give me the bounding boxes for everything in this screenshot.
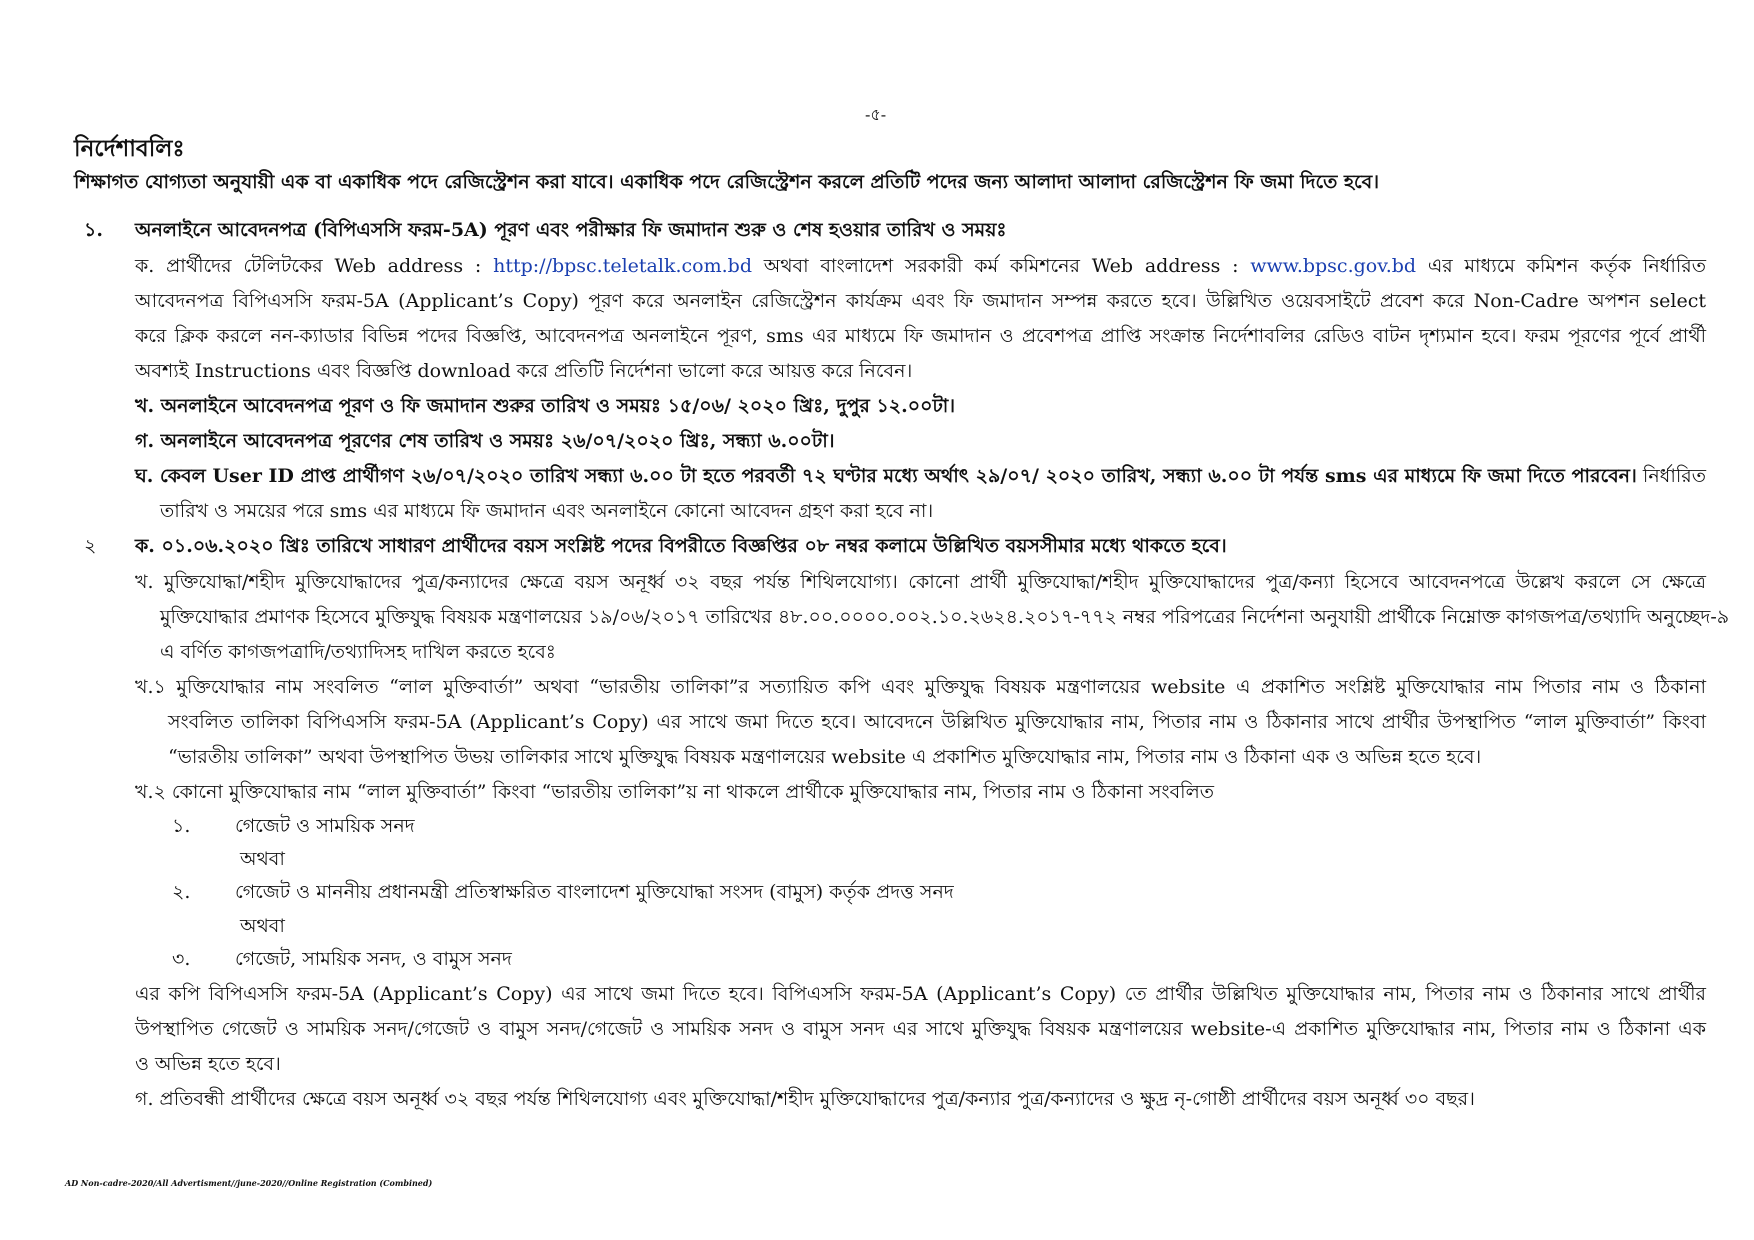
section-1-ka-line-2: আবেদনপত্র বিপিএসসি ফরম-5A (Applicant’s Copy) পূরণ করে অনলাইন রেজিস্ট্রেশন কার্যক্রম এবং ফি জমাদান সম্পন্ন করতে হবে। উল্লিখিত ওয়েবসাইটে প্রবেশ করে Non-Cadre অপশন select — [135, 290, 1706, 312]
section-2-ga: গ. প্রতিবন্ধী প্রার্থীদের ক্ষেত্রে বয়স অনূর্ধ্ব ৩২ বছর পর্যন্ত শিথিলযোগ্য এবং মুক্তিযোদ্ধা/শহীদ মুক্তিযোদ্ধাদের পুত্র/কন্যার পুত্র/কন্যাদের ও ক্ষুদ্র নৃ-গোষ্ঠী প্রার্থীদের বয়স অনূর্ধ্ব ৩০ বছর। — [135, 1088, 1475, 1110]
after-list-line-2: উপস্থাপিত গেজেট ও সাময়িক সনদ/গেজেট ও বামুস সনদ/গেজেট ও সাময়িক সনদ ও বামুস সনদ এর সাথে মুক্তিযুদ্ধ বিষয়ক মন্ত্রণালয়ের website-এ প্রকাশিত মুক্তিযোদ্ধার নাম, পিতার নাম ও ঠিকানা এক — [135, 1018, 1706, 1040]
section-2-kha-line-3: এ বর্ণিত কাগজপত্রাদি/তথ্যাদিসহ দাখিল করতে হবেঃ — [160, 641, 556, 663]
after-list-line-1: এর কপি বিপিএসসি ফরম-5A (Applicant’s Copy) এর সাথে জমা দিতে হবে। বিপিএসসি ফরম-5A (Applicant’s Copy) তে প্রার্থীর উল্লিখিত মুক্তিযোদ্ধার নাম, পিতার নাম ও ঠিকানার সাথে প্রার্থীর — [135, 983, 1706, 1005]
or-text-1: অথবা — [240, 848, 285, 870]
section-2-ka: ক. ০১.০৬.২০২০ খ্রিঃ তারিখে সাধারণ প্রার্থীদের বয়স সংশ্লিষ্ট পদের বিপরীতে বিজ্ঞপ্তির ০৮ নম্বর কলামে উল্লিখিত বয়সসীমার মধ্যে থাকতে হবে। — [135, 535, 1227, 557]
section-2-kha2: খ.২ কোনো মুক্তিযোদ্ধার নাম “লাল মুক্তিবার্তা” কিংবা “ভারতীয় তালিকা”য় না থাকলে প্রার্থীকে মুক্তিযোদ্ধার নাম, পিতার নাম ও ঠিকানা সংবলিত — [135, 781, 1215, 803]
section-1-gha-line-2: তারিখ ও সময়ের পরে sms এর মাধ্যমে ফি জমাদান এবং অনলাইনে কোনো আবেদন গ্রহণ করা হবে না। — [160, 500, 934, 522]
section-1-number: ১. — [84, 219, 103, 241]
after-list-line-3: ও অভিন্ন হতে হবে। — [135, 1053, 281, 1075]
list-item-1-text: গেজেট ও সাময়িক সনদ — [235, 815, 415, 837]
section-1-kha: খ. অনলাইনে আবেদনপত্র পূরণ ও ফি জমাদান শুরুর তারিখ ও সময়ঃ ১৫/০৬/ ২০২০ খ্রিঃ, দুপুর ১২.০০টা। — [135, 395, 956, 417]
gha-rest-text: নির্ধারিত — [1636, 465, 1706, 487]
ka-prefix: ক. প্রার্থীদের টেলিটকের Web address : — [135, 255, 494, 277]
instructions-heading: নির্দেশাবলিঃ — [74, 135, 185, 162]
section-2-number: ২ — [84, 535, 97, 557]
section-2-kha-line-2: মুক্তিযোদ্ধার প্রমাণক হিসেবে মুক্তিযুদ্ধ বিষয়ক মন্ত্রণালয়ের ১৯/০৬/২০১৭ তারিখের ৪৮.০০.০০০০.০০২.১০.২৬২৪.২০১৭-৭৭২ নম্বর পরিপত্রের নির্দেশনা অনুযায়ী প্রার্থীকে নিম্নোক্ত কাগজপত্র/তথ্যাদি অনুচ্ছেদ-৯ — [160, 606, 1730, 628]
list-item-3-text: গেজেট, সাময়িক সনদ, ও বামুস সনদ — [235, 948, 512, 970]
section-2-kha-line-1: খ. মুক্তিযোদ্ধা/শহীদ মুক্তিযোদ্ধাদের পুত্র/কন্যাদের ক্ষেত্রে বয়স অনূর্ধ্ব ৩২ বছর পর্যন্ত শিথিলযোগ্য। কোনো প্রার্থী মুক্তিযোদ্ধা/শহীদ মুক্তিযোদ্ধাদের পুত্র/কন্যা হিসেবে আবেদনপত্রে উল্লেখ করলে সে ক্ষেত্রে — [135, 571, 1706, 593]
section-1-ka-line-3: করে ক্লিক করলে নন-ক্যাডার বিভিন্ন পদের বিজ্ঞপ্তি, আবেদনপত্র অনলাইনে পূরণ, sms এর মাধ্যমে ফি জমাদান ও প্রবেশপত্র প্রাপ্তি সংক্রান্ত নির্দেশাবলির রেডিও বাটন দৃশ্যমান হবে। ফরম পূরণের পূর্বে প্রার্থী — [135, 325, 1706, 347]
bpsc-link[interactable]: www.bpsc.gov.bd — [1250, 255, 1417, 277]
list-item-1-number: ১. — [172, 815, 191, 837]
section-2-kha1-line-2: সংবলিত তালিকা বিপিএসসি ফরম-5A (Applicant’s Copy) এর সাথে জমা দিতে হবে। আবেদনে উল্লিখিত মুক্তিযোদ্ধার নাম, পিতার নাম ও ঠিকানার সাথে প্রার্থীর উপস্থাপিত “লাল মুক্তিবার্তা” কিংবা — [168, 711, 1706, 733]
or-text-2: অথবা — [240, 915, 285, 937]
section-2-kha1-line-1: খ.১ মুক্তিযোদ্ধার নাম সংবলিত “লাল মুক্তিবার্তা” অথবা “ভারতীয় তালিকা”র সত্যায়িত কপি এবং মুক্তিযুদ্ধ বিষয়ক মন্ত্রণালয়ের website এ প্রকাশিত সংশ্লিষ্ট মুক্তিযোদ্ধার নাম পিতার নাম ও ঠিকানা — [135, 676, 1706, 698]
page-number: -৫- — [865, 105, 887, 124]
gha-bold-text: ঘ. কেবল User ID প্রাপ্ত প্রার্থীগণ ২৬/০৭/২০২০ তারিখ সন্ধ্যা ৬.০০ টা হতে পরবর্তী ৭২ ঘণ্টার মধ্যে অর্থাৎ ২৯/০৭/ ২০২০ তারিখ, সন্ধ্যা ৬.০০ টা পর্যন্ত sms এর মাধ্যমে ফি জমা দিতে পারবেন। — [135, 465, 1637, 487]
intro-paragraph: শিক্ষাগত যোগ্যতা অনুযায়ী এক বা একাধিক পদে রেজিস্ট্রেশন করা যাবে। একাধিক পদে রেজিস্ট্রেশন করলে প্রতিটি পদের জন্য আলাদা আলাদা রেজিস্ট্রেশন ফি জমা দিতে হবে। — [74, 171, 1380, 193]
list-item-3-number: ৩. — [172, 948, 191, 970]
ka-suffix: এর মাধ্যমে কমিশন কর্তৃক নির্ধারিত — [1416, 255, 1706, 277]
list-item-2-text: গেজেট ও মাননীয় প্রধানমন্ত্রী প্রতিস্বাক্ষরিত বাংলাদেশ মুক্তিযোদ্ধা সংসদ (বামুস) কর্তৃক প্রদত্ত সনদ — [235, 881, 954, 903]
list-item-2-number: ২. — [172, 881, 191, 903]
section-1-title: অনলাইনে আবেদনপত্র (বিপিএসসি ফরম-5A) পূরণ এবং পরীক্ষার ফি জমাদান শুরু ও শেষ হওয়ার তারিখ ও সময়ঃ — [135, 219, 1007, 241]
section-1-ka-line-1 — [135, 252, 1706, 284]
ka-mid: অথবা বাংলাদেশ সরকারী কর্ম কমিশনের Web address : — [751, 255, 1251, 277]
section-1-ga: গ. অনলাইনে আবেদনপত্র পূরণের শেষ তারিখ ও সময়ঃ ২৬/০৭/২০২০ খ্রিঃ, সন্ধ্যা ৬.০০টা। — [135, 430, 835, 452]
footer-path: AD Non-cadre-2020/All Advertisment//june-2020//Online Registration (Combined) — [65, 1178, 433, 1188]
section-2-kha1-line-3: “ভারতীয় তালিকা” অথবা উপস্থাপিত উভয় তালিকার সাথে মুক্তিযুদ্ধ বিষয়ক মন্ত্রণালয়ের website এ প্রকাশিত মুক্তিযোদ্ধার নাম, পিতার নাম ও ঠিকানা এক ও অভিন্ন হতে হবে। — [168, 746, 1482, 768]
section-1-gha-line-1 — [135, 462, 1706, 494]
teletalk-link[interactable]: http://bpsc.teletalk.com.bd — [493, 255, 752, 277]
section-1-ka-line-4: অবশ্যই Instructions এবং বিজ্ঞপ্তি download করে প্রতিটি নির্দেশনা ভালো করে আয়ত্ত করে নিবেন। — [135, 360, 913, 382]
